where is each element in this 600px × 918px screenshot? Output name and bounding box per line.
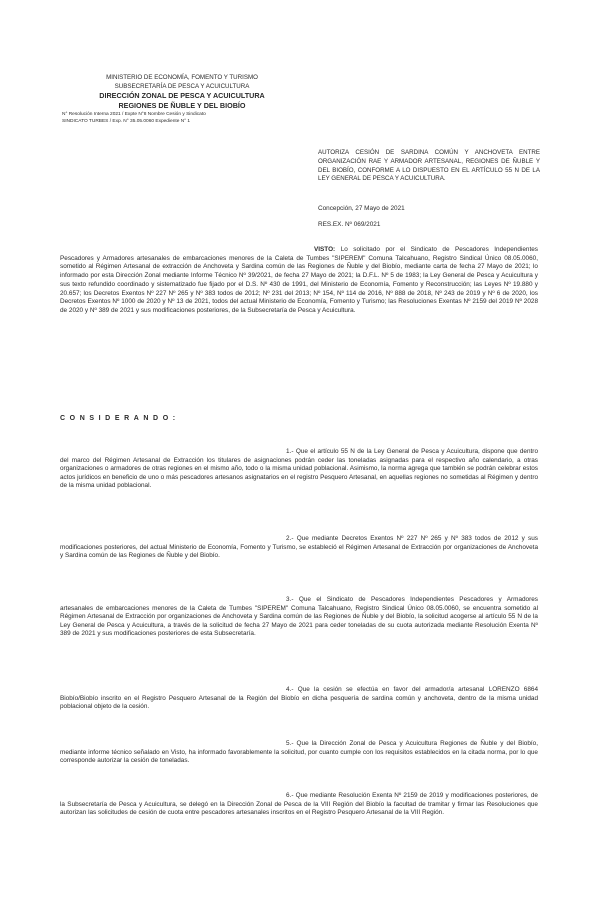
- visto-text: Lo solicitado por el Sindicato de Pescadores Independientes Pescadores y Armadores artesanales de embarcaciones menores de la Caleta de Tumbes "SIPEREM" Comuna Talcahuano, Registro Sindical Único 08.05.0060, sometido al Régimen Artesanal de extracción de Anchoveta y Sardina común de las Regiones de Ñuble y del Biobío, mediante carta de fecha 27 Mayo de 2021; lo informado por esta Dirección Zonal mediante Informe Técnico Nº 39/2021, de fecha 27 Mayo de 2021; la D.F.L. Nº 5 de 1983; la Ley General de Pesca y Acuicultura y sus texto refundido coordinado y sistematizado fue fijado por el D.S. Nº 430 de 1991, del Ministerio de Economía, Fomento y Reconstrucción; las Leyes Nº 19.880 y 20.657; los Decretos Exentos Nº 227 Nº 265 y Nº 383 todos de 2012; Nº 231 del 2013; Nº 154, Nº 114 de 2016, Nº 888 de 2018, Nº 243 de 2019 y Nº 6 de 2020, los Decretos Exentos Nº 1000 de 2020 y Nº 13 de 2021, todos del actual Ministerio de Economía, Fomento y Turismo; las Resoluciones Exentas Nº 2159 del 2019 Nº 2028 de 2020 y Nº 389 de 2021 y sus modificaciones posteriores, de la Subsecretaría de Pesca y Acuicultura.: [60, 246, 538, 314]
- considerando-1: [60, 448, 538, 491]
- visto-paragraph: [60, 246, 538, 316]
- considerando-number: 5.-: [286, 740, 294, 747]
- considerando-2: [60, 535, 538, 561]
- considerando-3: [60, 596, 538, 639]
- considerando-number: 3.-: [286, 596, 294, 603]
- considerando-text: Que mediante Decretos Exentos Nº 227 Nº 265 y Nº 383 todos de 2012 y sus modificaciones posteriores, del actual Ministerio de Economía, Fomento y Turismo, se estableció el Régimen Artesanal de Extracción por organizaciones de Anchoveta y Sardina común de las Regiones de Ñuble y del Biobío.: [60, 535, 538, 560]
- letterhead: [62, 74, 302, 125]
- considerando-text: Que mediante Resolución Exenta Nº 2159 de 2019 y modificaciones posteriores, de la Subsecretaría de Pesca y Acuicultura, se delegó en la Dirección Zonal de Pesca de la VIII Región del Biobío la facultad de tramitar y firmar las Resoluciones que autorizan las solicitudes de cesión de cuota entre pescadores artesanales inscritos en el Registro Pesquero Artesanal de la VIII Región.: [60, 792, 538, 817]
- resolution-subject: AUTORIZA CESIÓN DE SARDINA COMÚN Y ANCHOVETA ENTRE ORGANIZACIÓN RAE Y ARMADOR ARTESANAL, REGIONES DE ÑUBLE Y DEL BIOBÍO, CONFORME A LO DISPUESTO EN EL ARTÍCULO 55 N DE LA LEY GENERAL DE PESCA Y ACUICULTURA.: [318, 149, 540, 183]
- resolution-number: RES.EX. Nº 069/2021: [318, 221, 381, 228]
- considerando-number: 6.-: [286, 792, 294, 799]
- considerando-4: [60, 686, 538, 712]
- considerando-text: Que el Sindicato de Pescadores Independientes Pescadores y Armadores artesanales de embarcaciones menores de la Caleta de Tumbes "SIPEREM" Comuna Talcahuano, Registro Sindical Único 08.05.0060, se encuentra sometido al Régimen Artesanal de Extracción por organizaciones de Anchoveta y Sardina común de las Regiones de Ñuble y del Biobío, la solicitud acogerse al artículo 55 N de la Ley General de Pesca y Acuicultura, a través de la solicitud de fecha 27 Mayo de 2021 para ceder toneladas de su cuota autorizada mediante Resolución Exenta Nº 389 de 2021 y sus modificaciones posteriores de esta Subsecretaría.: [60, 596, 538, 638]
- considerando-number: 2.-: [286, 535, 294, 542]
- letterhead-direction: DIRECCIÓN ZONAL DE PESCA Y ACUICULTURA: [99, 91, 265, 101]
- letterhead-reference-2: SINDICATO TURBES / Exp. N° 35.05.0060 Expediente N° 1: [62, 119, 191, 125]
- considerando-text: Que la cesión se efectúa en favor del armador/a artesanal LORENZO 6864 Biobío/Biobío inscrito en el Registro Pesquero Artesanal de la Región del Biobío en dicha pesquería de sardina común y anchoveta, dentro de la misma unidad poblacional objeto de la cesión.: [60, 686, 538, 711]
- letterhead-ministry: MINISTERIO DE ECONOMÍA, FOMENTO Y TURISMO: [106, 74, 258, 81]
- place-and-date: Concepción, 27 Mayo de 2021: [318, 205, 405, 212]
- considerando-5: [60, 740, 538, 766]
- considerando-6: [60, 792, 538, 818]
- considerando-text: Que el artículo 55 N de la Ley General de Pesca y Acuicultura, dispone que dentro del marco del Régimen Artesanal de Extracción los titulares de asignaciones podrán ceder las toneladas asignadas para el respectivo año calendario, a otras organizaciones o armadores de otras regiones en el mismo año, todo o la misma unidad poblacional. Asimismo, la norma agrega que también se podrán celebrar estos actos jurídicos en beneficio de uno o más pescadores artesanos asignatarios en el registro Pesquero Artesanal, en aquellas regiones no sometidas al Régimen y dentro de la misma unidad poblacional.: [60, 448, 538, 490]
- considerando-text: Que la Dirección Zonal de Pesca y Acuicultura Regiones de Ñuble y del Biobío, mediante informe técnico señalado en Visto, ha informado favorablemente la solicitud, por cuanto cumple con los requisitos establecidos en la citada norma, por lo que corresponde autorizar la cesión de toneladas.: [60, 740, 538, 765]
- letterhead-reference-1: N° Resolución Interna 2021 / Expte N°8 Nombre Cesión y Sindicato: [62, 112, 206, 118]
- considerando-number: 4.-: [286, 686, 294, 693]
- visto-lead: VISTO:: [314, 246, 336, 253]
- considerando-number: 1.-: [286, 448, 294, 455]
- letterhead-subsecretariat: SUBSECRETARÍA DE PESCA Y ACUICULTURA: [114, 82, 250, 90]
- considerando-heading: CONSIDERANDO:: [60, 415, 180, 422]
- letterhead-regions: REGIONES DE ÑUBLE Y DEL BIOBÍO: [118, 101, 246, 111]
